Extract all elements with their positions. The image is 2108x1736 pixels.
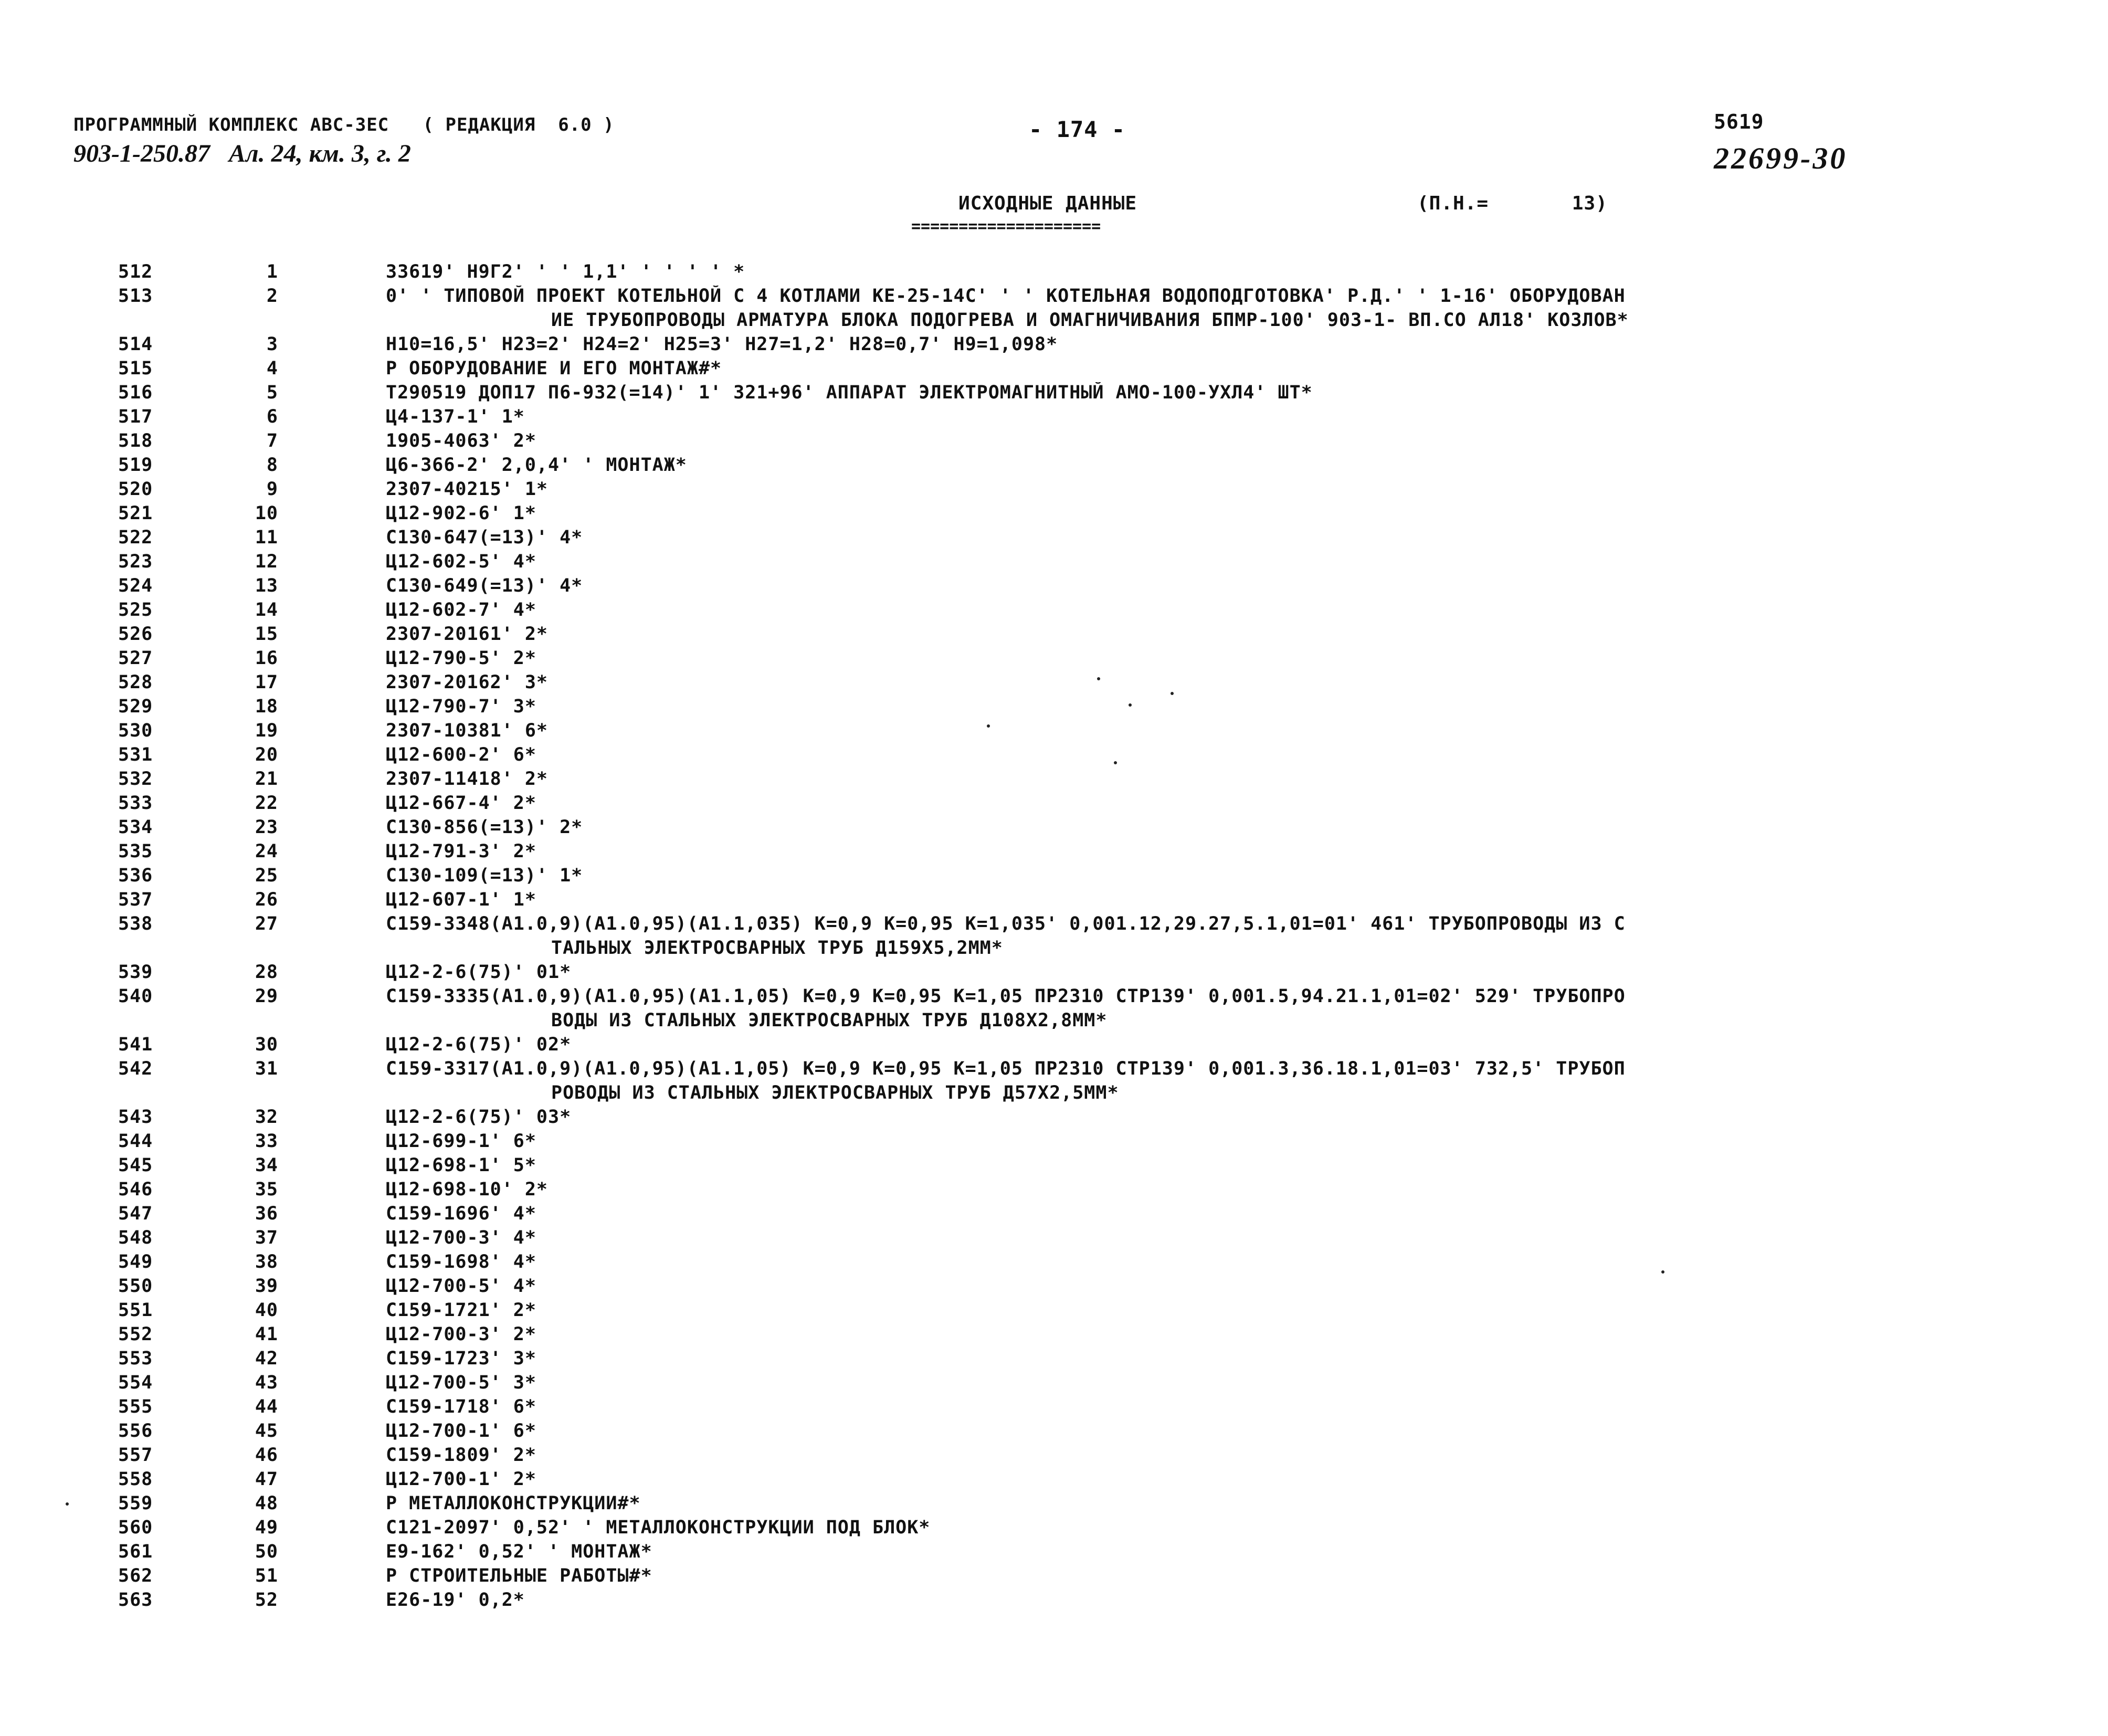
record-seq-number: 559 (118, 1493, 153, 1514)
scan-speck (1661, 1270, 1664, 1274)
record-seq-number: 520 (118, 479, 153, 500)
record-index: 42 (255, 1348, 278, 1369)
page-number-field: (П.Н.= 13) (1417, 193, 1608, 214)
record-text: Ц12-602-5' 4* (386, 551, 536, 572)
record-index: 27 (255, 913, 278, 934)
record-index: 6 (266, 406, 278, 427)
record-index: 22 (255, 793, 278, 814)
record-text: 0' ' ТИПОВОЙ ПРОЕКТ КОТЕЛЬНОЙ С 4 КОТЛАМИ КЕ-25-14С' ' ' КОТЕЛЬНАЯ ВОДОПОДГОТОВКА' Р.Д.' ' 1-16' ОБОРУДОВАН (386, 286, 1626, 307)
program-header: ПРОГРАММНЫЙ КОМПЛЕКС АВС-ЗЕС ( РЕДАКЦИЯ 6.0 ) (73, 114, 615, 135)
record-row (0, 1251, 2108, 1276)
record-seq-number: 555 (118, 1396, 153, 1417)
record-row (0, 865, 2108, 889)
record-index: 37 (255, 1227, 278, 1248)
record-seq-number: 554 (118, 1372, 153, 1393)
record-index: 50 (255, 1541, 278, 1562)
record-index: 9 (266, 479, 278, 500)
record-row (0, 1445, 2108, 1469)
record-seq-number: 551 (118, 1300, 153, 1321)
record-text: ИЕ ТРУБОПРОВОДЫ АРМАТУРА БЛОКА ПОДОГРЕВА И ОМАГНИЧИВАНИЯ БПМР-100' 903-1- ВП.СО АЛ18' КОЗЛОВ* (551, 310, 1629, 331)
record-seq-number: 531 (118, 744, 153, 765)
record-seq-number: 539 (118, 962, 153, 983)
code-handwritten-note: 22699-30 (1714, 141, 1848, 175)
record-text: Ц12-607-1' 1* (386, 889, 536, 910)
record-text: Ц12-700-3' 2* (386, 1324, 536, 1345)
record-index: 20 (255, 744, 278, 765)
record-index: 13 (255, 575, 278, 596)
record-seq-number: 513 (118, 286, 153, 307)
record-index: 8 (266, 455, 278, 476)
record-seq-number: 557 (118, 1445, 153, 1466)
record-row (0, 1155, 2108, 1179)
record-text: С159-3317(А1.0,9)(А1.0,95)(А1.1,05) К=0,9 К=0,95 К=1,05 ПР2310 СТР139' 0,001.3,36.18.1,01=03' 732,5' ТРУБОП (386, 1058, 1626, 1079)
record-text: С159-1809' 2* (386, 1445, 536, 1466)
record-text: Ц12-791-3' 2* (386, 841, 536, 862)
record-seq-number: 544 (118, 1131, 153, 1152)
record-text: Ц12-600-2' 6* (386, 744, 536, 765)
scan-speck (1097, 677, 1100, 680)
record-row (0, 503, 2108, 527)
record-index: 46 (255, 1445, 278, 1466)
record-text: Ц12-2-6(75)' 01* (386, 962, 572, 983)
record-text: С159-1721' 2* (386, 1300, 536, 1321)
record-seq-number: 527 (118, 648, 153, 669)
record-index: 41 (255, 1324, 278, 1345)
record-text: Т290519 ДОП17 П6-932(=14)' 1' 321+96' АППАРАТ ЭЛЕКТРОМАГНИТНЫЙ АМО-100-УХЛ4' ШТ* (386, 382, 1313, 403)
record-index: 44 (255, 1396, 278, 1417)
record-index: 21 (255, 769, 278, 790)
record-row (0, 1590, 2108, 1614)
record-text: Ц12-700-1' 2* (386, 1469, 536, 1490)
record-row (0, 599, 2108, 624)
record-text: ВОДЫ ИЗ СТАЛЬНЫХ ЭЛЕКТРОСВАРНЫХ ТРУБ Д108Х2,8ММ* (551, 1010, 1108, 1031)
record-text: 2307-20161' 2* (386, 624, 549, 645)
record-row (0, 1396, 2108, 1421)
record-row (0, 1179, 2108, 1203)
record-index: 7 (266, 430, 278, 451)
record-row (0, 455, 2108, 479)
record-index: 32 (255, 1107, 278, 1128)
record-continuation-row (0, 1082, 2108, 1107)
record-text: 2307-20162' 3* (386, 672, 549, 693)
record-seq-number: 537 (118, 889, 153, 910)
record-text: Р МЕТАЛЛОКОНСТРУКЦИИ#* (386, 1493, 641, 1514)
record-text: 2307-40215' 1* (386, 479, 549, 500)
record-seq-number: 545 (118, 1155, 153, 1176)
record-seq-number: 535 (118, 841, 153, 862)
record-index: 18 (255, 696, 278, 717)
record-text: Ц12-667-4' 2* (386, 793, 536, 814)
record-text: 2307-11418' 2* (386, 769, 549, 790)
record-seq-number: 552 (118, 1324, 153, 1345)
page-title: ИСХОДНЫЕ ДАННЫЕ (958, 193, 1137, 214)
record-seq-number: 529 (118, 696, 153, 717)
record-text: Р ОБОРУДОВАНИЕ И ЕГО МОНТАЖ#* (386, 358, 722, 379)
record-index: 26 (255, 889, 278, 910)
record-continuation-row (0, 1010, 2108, 1034)
record-row (0, 1565, 2108, 1590)
record-row (0, 286, 2108, 310)
scan-speck (1171, 692, 1174, 695)
record-row (0, 1131, 2108, 1155)
record-index: 34 (255, 1155, 278, 1176)
record-row (0, 986, 2108, 1010)
record-index: 5 (266, 382, 278, 403)
record-seq-number: 514 (118, 334, 153, 355)
record-index: 39 (255, 1276, 278, 1297)
record-index: 4 (266, 358, 278, 379)
record-text: Ц12-902-6' 1* (386, 503, 536, 524)
record-index: 52 (255, 1590, 278, 1611)
record-text: 1905-4063' 2* (386, 430, 536, 451)
record-row (0, 551, 2108, 575)
record-index: 43 (255, 1372, 278, 1393)
record-text: Ц12-699-1' 6* (386, 1131, 536, 1152)
scan-speck (66, 1502, 69, 1506)
record-row (0, 358, 2108, 382)
record-row (0, 430, 2108, 455)
title-underline: ==================== (911, 217, 1101, 236)
record-index: 29 (255, 986, 278, 1007)
record-row (0, 1421, 2108, 1445)
record-row (0, 769, 2108, 793)
record-seq-number: 556 (118, 1421, 153, 1442)
record-text: С159-1723' 3* (386, 1348, 536, 1369)
record-row (0, 841, 2108, 865)
record-text: Е9-162' 0,52' ' МОНТАЖ* (386, 1541, 652, 1562)
record-seq-number: 536 (118, 865, 153, 886)
record-seq-number: 524 (118, 575, 153, 596)
record-index: 14 (255, 599, 278, 620)
record-seq-number: 562 (118, 1565, 153, 1586)
record-row (0, 624, 2108, 648)
record-text: С121-2097' 0,52' ' МЕТАЛЛОКОНСТРУКЦИИ ПОД БЛОК* (386, 1517, 931, 1538)
record-text: 2307-10381' 6* (386, 720, 549, 741)
record-text: Ц12-790-7' 3* (386, 696, 536, 717)
record-seq-number: 548 (118, 1227, 153, 1248)
record-text: Е26-19' 0,2* (386, 1590, 525, 1611)
record-index: 2 (266, 286, 278, 307)
record-row (0, 1227, 2108, 1251)
record-row (0, 1469, 2108, 1493)
record-text: С159-3335(А1.0,9)(А1.0,95)(А1.1,05) К=0,9 К=0,95 К=1,05 ПР2310 СТР139' 0,001.5,94.21.1,01=02' 529' ТРУБОПРО (386, 986, 1626, 1007)
record-text: З3619' Н9Г2' ' ' 1,1' ' ' ' ' * (386, 261, 745, 282)
record-index: 33 (255, 1131, 278, 1152)
record-text: Ц6-366-2' 2,0,4' ' МОНТАЖ* (386, 455, 687, 476)
record-index: 3 (266, 334, 278, 355)
page-label: - 174 - (1029, 117, 1126, 142)
record-row (0, 648, 2108, 672)
record-seq-number: 521 (118, 503, 153, 524)
record-index: 25 (255, 865, 278, 886)
record-seq-number: 528 (118, 672, 153, 693)
record-index: 16 (255, 648, 278, 669)
record-text: РОВОДЫ ИЗ СТАЛЬНЫХ ЭЛЕКТРОСВАРНЫХ ТРУБ Д57Х2,5ММ* (551, 1082, 1119, 1103)
record-index: 28 (255, 962, 278, 983)
record-row (0, 1300, 2108, 1324)
record-text: Ц12-700-5' 4* (386, 1276, 536, 1297)
record-seq-number: 522 (118, 527, 153, 548)
record-continuation-row (0, 938, 2108, 962)
record-index: 49 (255, 1517, 278, 1538)
record-seq-number: 541 (118, 1034, 153, 1055)
record-seq-number: 540 (118, 986, 153, 1007)
record-seq-number: 516 (118, 382, 153, 403)
record-seq-number: 542 (118, 1058, 153, 1079)
record-index: 35 (255, 1179, 278, 1200)
record-seq-number: 512 (118, 261, 153, 282)
record-index: 31 (255, 1058, 278, 1079)
record-text: С159-3348(А1.0,9)(А1.0,95)(А1.1,035) К=0,9 К=0,95 К=1,035' 0,001.12,29.27,5.1,01=01' 461' ТРУБОПРОВОДЫ ИЗ С (386, 913, 1626, 934)
record-index: 30 (255, 1034, 278, 1055)
record-row (0, 672, 2108, 696)
record-row (0, 527, 2108, 551)
record-seq-number: 530 (118, 720, 153, 741)
doc-number: 5619 (1714, 110, 1764, 133)
record-seq-number: 538 (118, 913, 153, 934)
record-text: Ц12-698-1' 5* (386, 1155, 536, 1176)
record-text: С159-1696' 4* (386, 1203, 536, 1224)
record-row (0, 1541, 2108, 1565)
record-index: 24 (255, 841, 278, 862)
record-text: Ц12-790-5' 2* (386, 648, 536, 669)
record-index: 36 (255, 1203, 278, 1224)
record-text: Ц12-700-5' 3* (386, 1372, 536, 1393)
record-text: С130-649(=13)' 4* (386, 575, 583, 596)
record-row (0, 1324, 2108, 1348)
record-seq-number: 560 (118, 1517, 153, 1538)
record-index: 15 (255, 624, 278, 645)
record-index: 38 (255, 1251, 278, 1272)
record-text: Ц12-700-3' 4* (386, 1227, 536, 1248)
record-seq-number: 553 (118, 1348, 153, 1369)
record-row (0, 1348, 2108, 1372)
record-row (0, 1493, 2108, 1517)
record-text: Ц4-137-1' 1* (386, 406, 525, 427)
record-row (0, 744, 2108, 769)
record-text: С130-647(=13)' 4* (386, 527, 583, 548)
record-index: 12 (255, 551, 278, 572)
record-seq-number: 561 (118, 1541, 153, 1562)
project-handwritten-note: 903-1-250.87 Ал. 24, км. 3, г. 2 (73, 140, 411, 167)
record-index: 19 (255, 720, 278, 741)
scan-speck (987, 724, 990, 728)
record-index: 48 (255, 1493, 278, 1514)
record-seq-number: 519 (118, 455, 153, 476)
record-text: С159-1718' 6* (386, 1396, 536, 1417)
record-text: Ц12-602-7' 4* (386, 599, 536, 620)
record-seq-number: 550 (118, 1276, 153, 1297)
record-text: С130-109(=13)' 1* (386, 865, 583, 886)
record-row (0, 1517, 2108, 1541)
record-row (0, 261, 2108, 286)
record-row (0, 913, 2108, 938)
record-text: Ц12-2-6(75)' 03* (386, 1107, 572, 1128)
record-index: 17 (255, 672, 278, 693)
record-row (0, 406, 2108, 430)
record-text: С130-856(=13)' 2* (386, 817, 583, 838)
record-seq-number: 558 (118, 1469, 153, 1490)
record-index: 45 (255, 1421, 278, 1442)
record-index: 40 (255, 1300, 278, 1321)
record-seq-number: 525 (118, 599, 153, 620)
record-row (0, 479, 2108, 503)
record-seq-number: 526 (118, 624, 153, 645)
record-row (0, 817, 2108, 841)
record-text: Ц12-700-1' 6* (386, 1421, 536, 1442)
record-row (0, 382, 2108, 406)
record-seq-number: 533 (118, 793, 153, 814)
record-text: С159-1698' 4* (386, 1251, 536, 1272)
record-row (0, 720, 2108, 744)
record-text: Н10=16,5' Н23=2' Н24=2' Н25=3' Н27=1,2' Н28=0,7' Н9=1,098* (386, 334, 1058, 355)
record-row (0, 575, 2108, 599)
record-seq-number: 532 (118, 769, 153, 790)
record-text: ТАЛЬНЫХ ЭЛЕКТРОСВАРНЫХ ТРУБ Д159Х5,2ММ* (551, 938, 1003, 959)
record-row (0, 1372, 2108, 1396)
record-index: 1 (266, 261, 278, 282)
record-row (0, 962, 2108, 986)
record-index: 47 (255, 1469, 278, 1490)
record-row (0, 1276, 2108, 1300)
record-row (0, 334, 2108, 358)
record-seq-number: 515 (118, 358, 153, 379)
record-seq-number: 517 (118, 406, 153, 427)
record-index: 23 (255, 817, 278, 838)
scan-speck (1129, 703, 1132, 707)
record-seq-number: 547 (118, 1203, 153, 1224)
record-text: Р СТРОИТЕЛЬНЫЕ РАБОТЫ#* (386, 1565, 652, 1586)
record-index: 51 (255, 1565, 278, 1586)
record-row (0, 1107, 2108, 1131)
scan-speck (1114, 761, 1117, 764)
record-row (0, 1058, 2108, 1082)
record-seq-number: 534 (118, 817, 153, 838)
record-row (0, 889, 2108, 913)
record-text: Ц12-698-10' 2* (386, 1179, 549, 1200)
record-index: 10 (255, 503, 278, 524)
record-continuation-row (0, 310, 2108, 334)
record-seq-number: 543 (118, 1107, 153, 1128)
record-seq-number: 563 (118, 1590, 153, 1611)
record-row (0, 1034, 2108, 1058)
record-row (0, 793, 2108, 817)
record-row (0, 1203, 2108, 1227)
record-seq-number: 518 (118, 430, 153, 451)
record-row (0, 696, 2108, 720)
record-seq-number: 549 (118, 1251, 153, 1272)
record-seq-number: 546 (118, 1179, 153, 1200)
record-text: Ц12-2-6(75)' 02* (386, 1034, 572, 1055)
record-index: 11 (255, 527, 278, 548)
record-seq-number: 523 (118, 551, 153, 572)
